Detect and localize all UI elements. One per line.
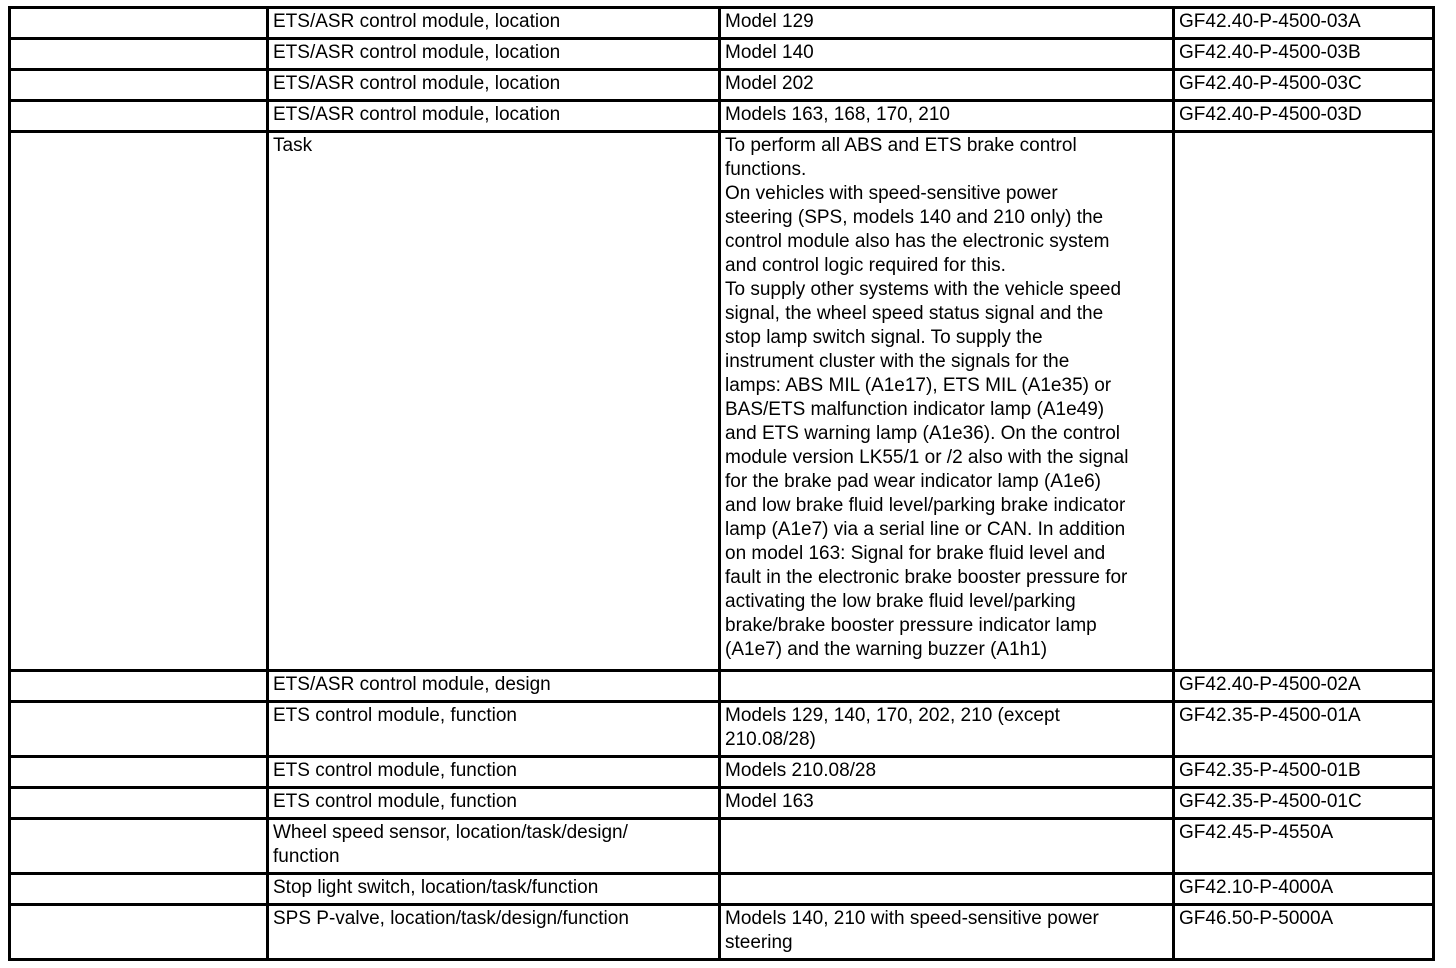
table-row (10, 702, 1434, 757)
document-number-cell: GF42.35-P-4500-01A (1174, 702, 1434, 757)
item-cell: ETS control module, function (268, 702, 720, 757)
note-cell: Model 163 (720, 788, 1174, 819)
item-cell: Stop light switch, location/task/function (268, 874, 720, 905)
table-row (10, 39, 1434, 70)
table-row (10, 757, 1434, 788)
blank-cell (10, 70, 268, 101)
item-cell: ETS control module, function (268, 757, 720, 788)
blank-cell (10, 905, 268, 960)
document-number-cell: GF42.40-P-4500-03B (1174, 39, 1434, 70)
task-description-cell: To perform all ABS and ETS brake control functions. On vehicles with speed-sensitive power steering (SPS, models 140 and 210 only) the control module also has the electronic system and control logic required for this. To supply other systems with the vehicle speed signal, the wheel speed status signal and the stop lamp switch signal. To supply the instrument cluster with the signals for the lamps: ABS MIL (A1e17), ETS MIL (A1e35) or BAS/ETS malfunction indicator lamp (A1e49) and ETS warning lamp (A1e36). On the control module version LK55/1 or /2 also with the signal for the brake pad wear indicator lamp (A1e6) and low brake fluid level/parking brake indicator lamp (A1e7) via a serial line or CAN. In addition on model 163: Signal for brake fluid level and fault in the electronic brake booster pressure for activating the low brake fluid level/parking brake/brake booster pressure indicator lamp (A1e7) and the warning buzzer (A1h1) (720, 132, 1174, 671)
note-cell: Models 129, 140, 170, 202, 210 (except 210.08/28) (720, 702, 1174, 757)
blank-cell (10, 757, 268, 788)
item-cell: ETS/ASR control module, location (268, 8, 720, 39)
blank-cell (10, 788, 268, 819)
note-cell: Model 140 (720, 39, 1174, 70)
document-number-cell: GF42.10-P-4000A (1174, 874, 1434, 905)
table-row (10, 70, 1434, 101)
blank-cell (10, 874, 268, 905)
item-cell: ETS/ASR control module, location (268, 101, 720, 132)
table-row-task (10, 132, 1434, 671)
item-cell: Wheel speed sensor, location/task/design/ function (268, 819, 720, 874)
item-cell: ETS control module, function (268, 788, 720, 819)
note-cell (720, 671, 1174, 702)
document-number-cell: GF42.40-P-4500-03D (1174, 101, 1434, 132)
document-number-cell: GF42.35-P-4500-01C (1174, 788, 1434, 819)
table-row (10, 874, 1434, 905)
blank-cell (10, 819, 268, 874)
table-row (10, 788, 1434, 819)
table-body (10, 8, 1434, 960)
blank-cell (10, 8, 268, 39)
document-number-cell: GF42.35-P-4500-01B (1174, 757, 1434, 788)
table-row (10, 101, 1434, 132)
table-row (10, 905, 1434, 960)
item-cell: SPS P-valve, location/task/design/function (268, 905, 720, 960)
document-number-cell: GF46.50-P-5000A (1174, 905, 1434, 960)
table-row (10, 671, 1434, 702)
note-cell: Models 140, 210 with speed-sensitive power steering (720, 905, 1174, 960)
blank-cell (10, 39, 268, 70)
note-cell (720, 819, 1174, 874)
table-row (10, 8, 1434, 39)
note-cell: Models 163, 168, 170, 210 (720, 101, 1174, 132)
item-cell: ETS/ASR control module, location (268, 70, 720, 101)
note-cell: Model 202 (720, 70, 1174, 101)
item-cell: ETS/ASR control module, design (268, 671, 720, 702)
document-number-cell: GF42.40-P-4500-03A (1174, 8, 1434, 39)
document-number-cell: GF42.40-P-4500-03C (1174, 70, 1434, 101)
note-cell: Models 210.08/28 (720, 757, 1174, 788)
item-cell: ETS/ASR control module, location (268, 39, 720, 70)
document-number-cell: GF42.45-P-4550A (1174, 819, 1434, 874)
table-row (10, 819, 1434, 874)
document-number-cell: GF42.40-P-4500-02A (1174, 671, 1434, 702)
blank-cell (10, 132, 268, 671)
note-cell (720, 874, 1174, 905)
blank-cell (10, 101, 268, 132)
blank-cell (10, 671, 268, 702)
reference-table (8, 6, 1435, 961)
note-cell: Model 129 (720, 8, 1174, 39)
document-number-cell (1174, 132, 1434, 671)
blank-cell (10, 702, 268, 757)
item-cell: Task (268, 132, 720, 671)
